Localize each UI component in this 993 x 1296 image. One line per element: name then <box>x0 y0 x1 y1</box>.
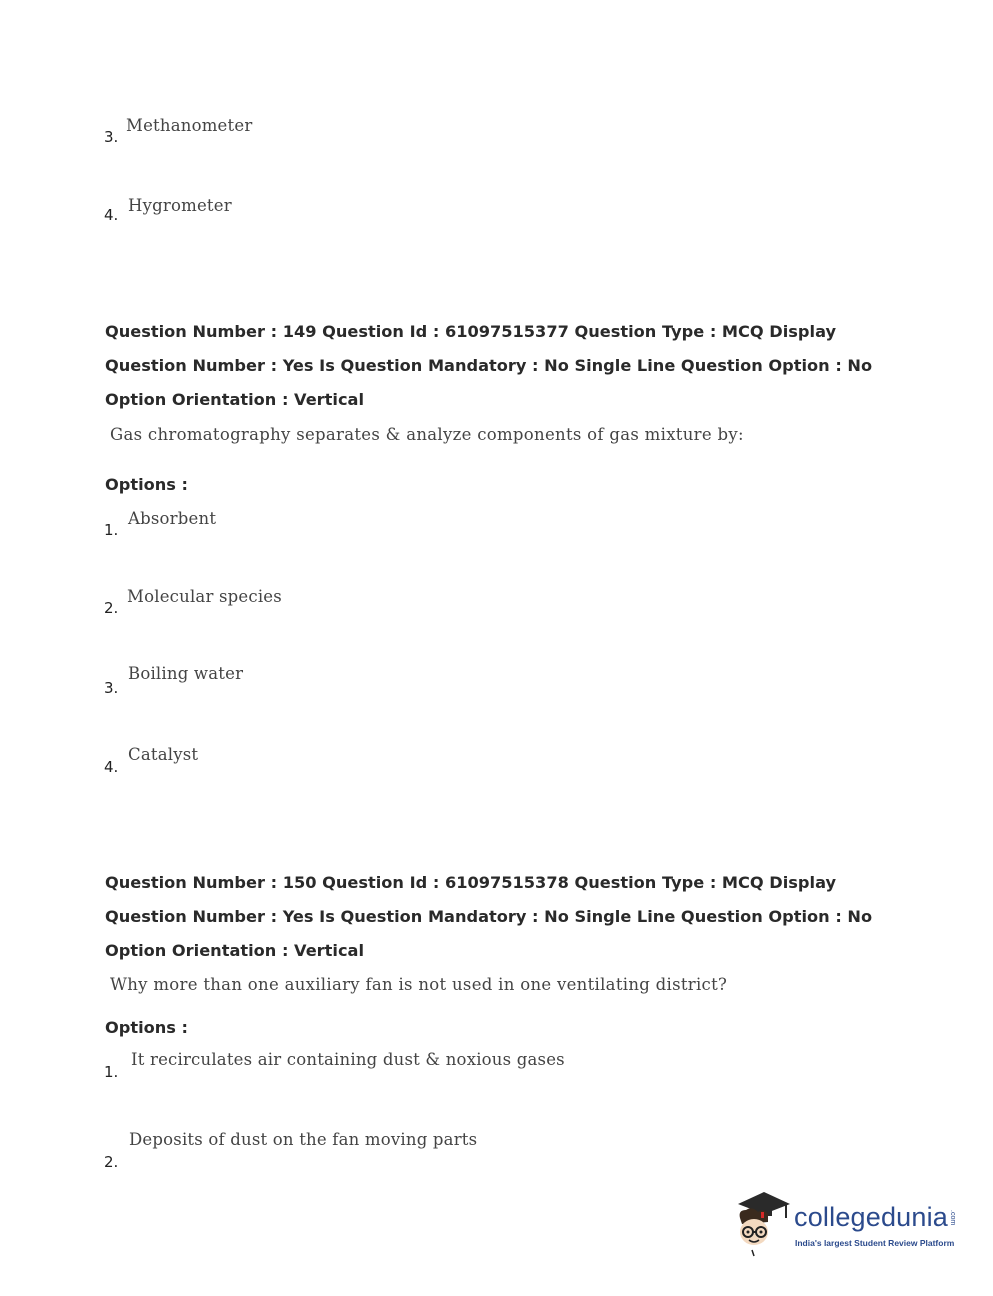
option-text: Molecular species <box>127 587 282 606</box>
option-text: Boiling water <box>128 664 244 683</box>
logo-domain-suffix: .com <box>949 1210 956 1226</box>
options-label: Options : <box>105 1018 189 1037</box>
option-number: 3. <box>104 128 119 146</box>
option-text: Catalyst <box>128 745 199 764</box>
option-text: Hygrometer <box>128 196 232 215</box>
question-meta: Question Number : 149 Question Id : 61097515377 Question Type : MCQ Display Question Number : Yes Is Question Mandatory : No Single Line Question Option : No Option Orientation : Vertical <box>105 322 873 409</box>
option-number: 1. <box>104 1063 119 1081</box>
option-number: 1. <box>104 521 119 539</box>
logo-tagline: India's largest Student Review Platform <box>795 1238 955 1248</box>
mascot-graduation-cap-icon <box>734 1188 794 1260</box>
question-meta: Question Number : 150 Question Id : 61097515378 Question Type : MCQ Display Question Number : Yes Is Question Mandatory : No Single Line Question Option : No Option Orientation : Vertical <box>105 873 873 960</box>
option-text: Methanometer <box>126 116 253 135</box>
option-number: 2. <box>104 599 119 617</box>
option-number: 3. <box>104 679 119 697</box>
question-text: Why more than one auxiliary fan is not used in one ventilating district? <box>110 975 728 994</box>
option-number: 4. <box>104 206 119 224</box>
option-number: 2. <box>104 1153 119 1171</box>
option-number: 4. <box>104 758 119 776</box>
option-text: Absorbent <box>128 509 217 528</box>
collegedunia-logo <box>734 1188 964 1260</box>
option-text: Deposits of dust on the fan moving parts <box>129 1130 478 1149</box>
question-text: Gas chromatography separates & analyze components of gas mixture by: <box>110 425 744 444</box>
option-text: It recirculates air containing dust & noxious gases <box>131 1050 565 1069</box>
logo-wordmark: collegedunia <box>794 1202 949 1232</box>
options-label: Options : <box>105 475 189 494</box>
